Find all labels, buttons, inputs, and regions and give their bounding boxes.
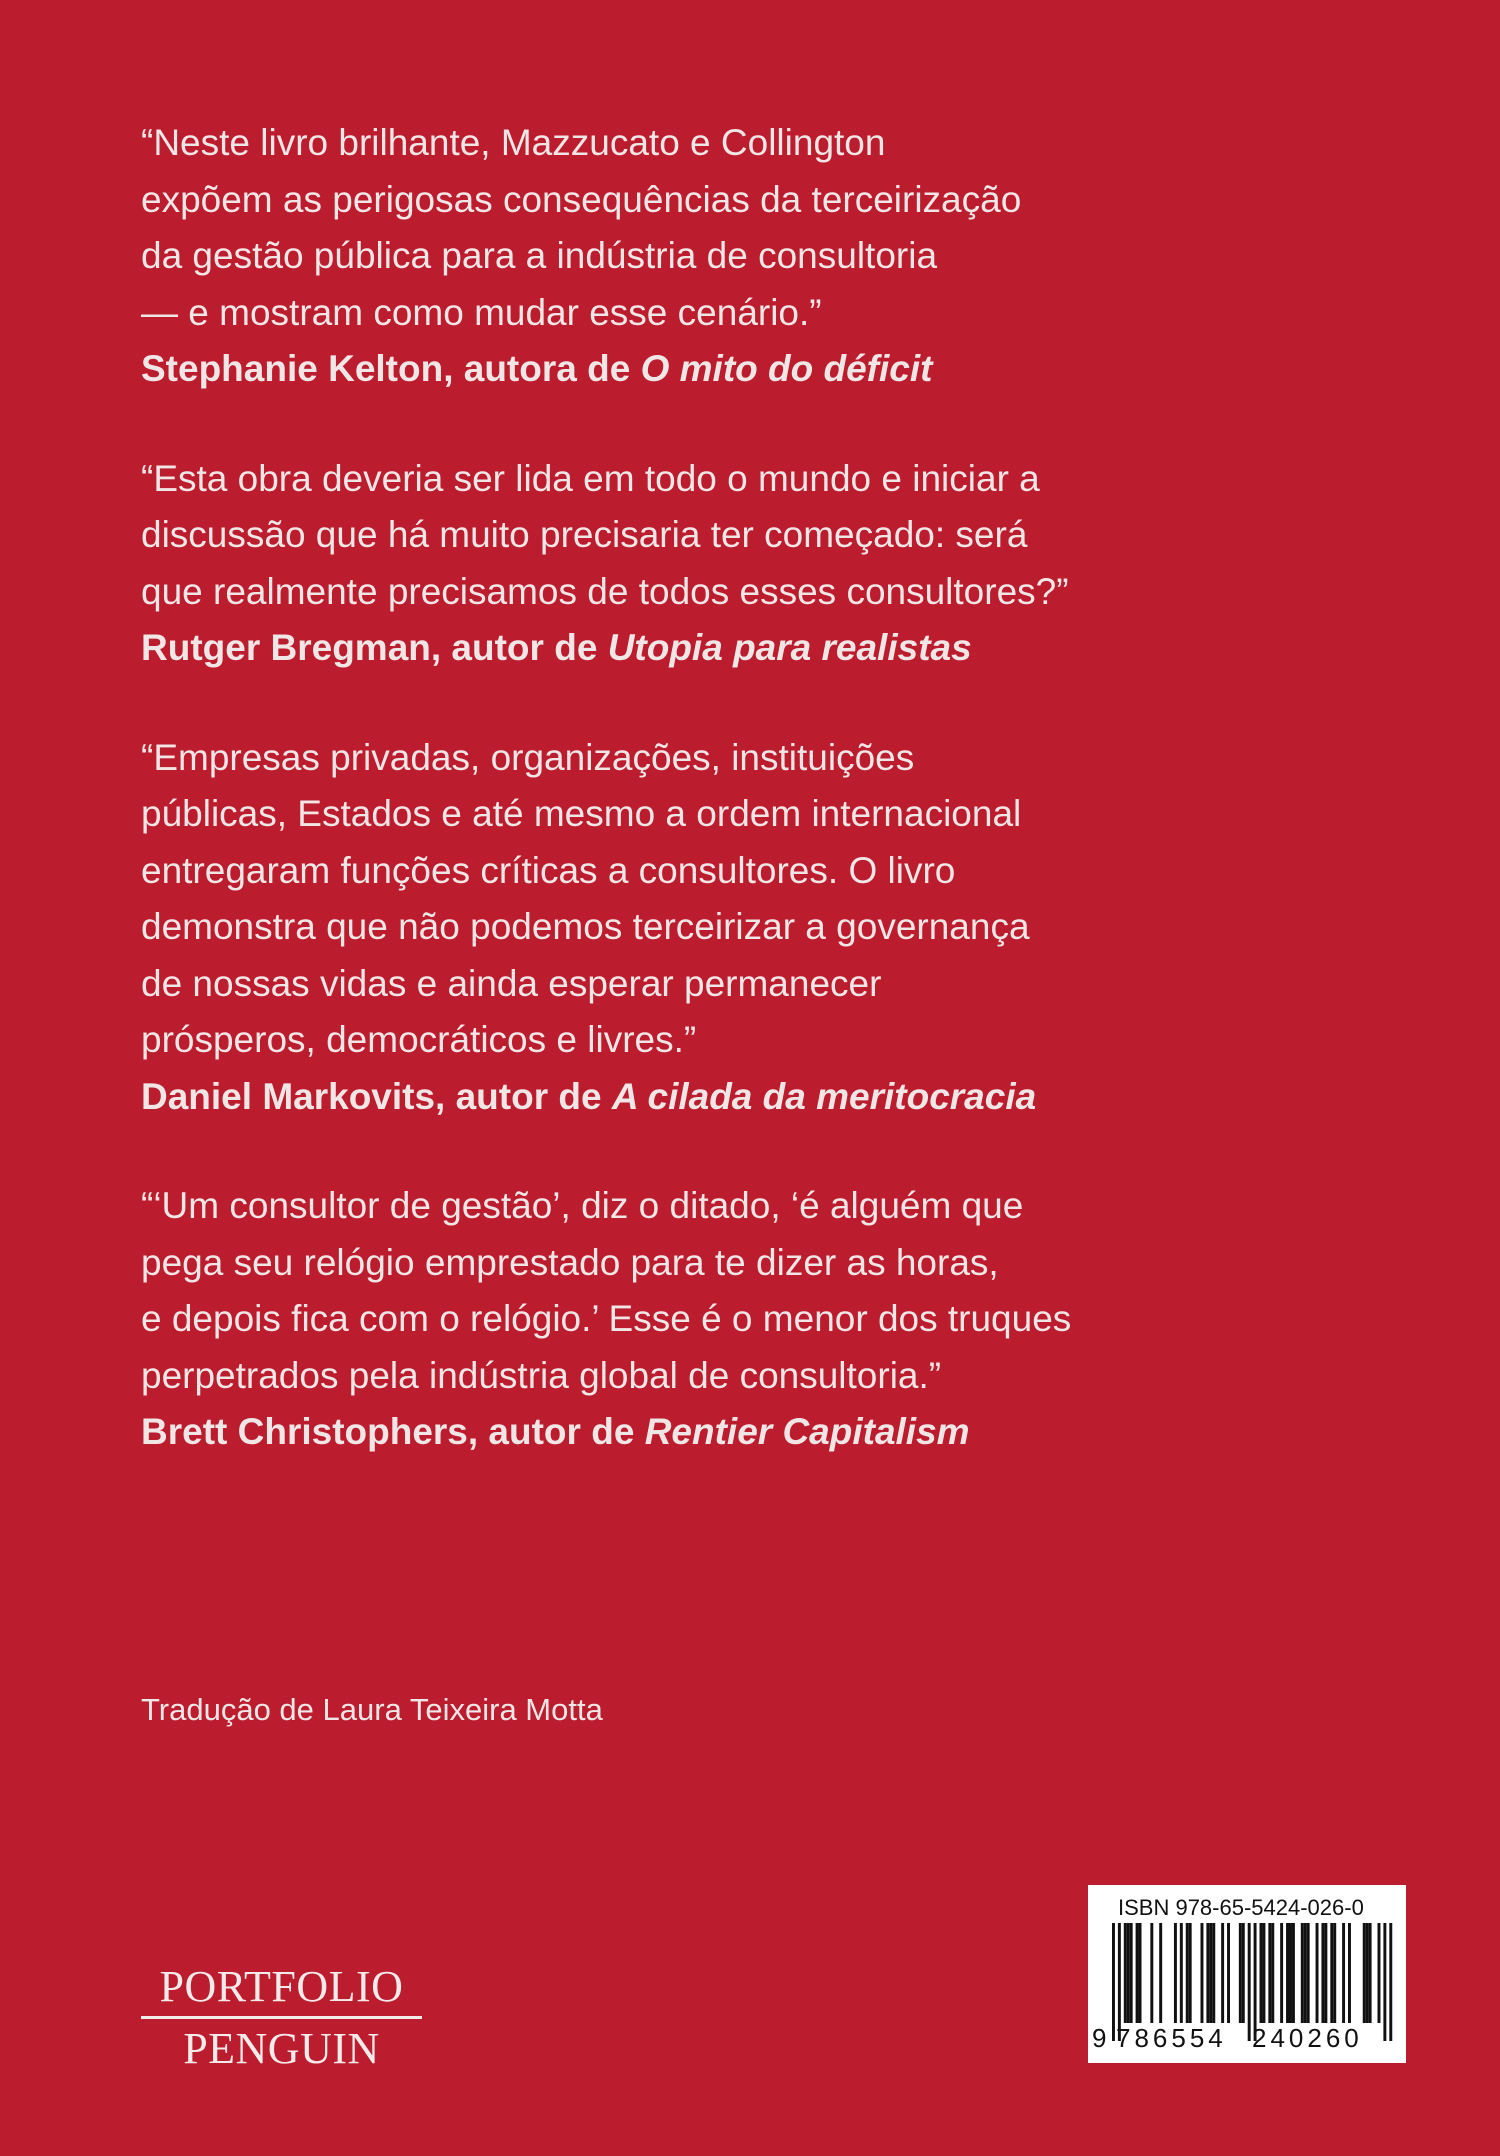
quote-line: “Esta obra deveria ser lida em todo o mundo e iniciar a xyxy=(141,457,1040,499)
attribution-author: Brett Christophers, autor de xyxy=(141,1411,645,1452)
barcode-bar xyxy=(1130,1923,1133,2023)
quote-attribution xyxy=(141,1069,1161,1126)
barcode-bar xyxy=(1127,1923,1130,2023)
barcode-bar xyxy=(1212,1923,1215,2023)
isbn-barcode xyxy=(1088,1885,1406,2063)
barcode-bar xyxy=(1321,1923,1324,2023)
barcode-bar xyxy=(1366,1923,1369,2023)
barcode-right-group: 240260 xyxy=(1252,2023,1363,2053)
publisher-divider xyxy=(141,2016,422,2019)
quote-line: “Empresas privadas, organizações, instituições xyxy=(141,736,915,778)
barcode-bar xyxy=(1330,1923,1333,2023)
quote-block xyxy=(141,115,1161,398)
barcode-bar xyxy=(1271,1923,1274,2023)
barcode-bar xyxy=(1280,1923,1283,2023)
barcode-bar xyxy=(1342,1923,1345,2023)
attribution-work-title: A cilada da meritocracia xyxy=(611,1075,1037,1117)
barcode-bar xyxy=(1268,1923,1271,2023)
quote-line: entregaram funções críticas a consultores. O livro xyxy=(141,849,956,891)
isbn-label: ISBN 978-65-5424-026-0 xyxy=(1118,1895,1364,1920)
quote-line: discussão que há muito precisaria ter começado: será xyxy=(141,514,1028,555)
attribution-work-title: O mito do déficit xyxy=(640,348,933,389)
quote-line: “Neste livro brilhante, Mazzucato e Collington xyxy=(141,122,886,163)
quote-line: “‘Um consultor de gestão’, diz o ditado, ‘é alguém que xyxy=(141,1185,1024,1226)
quote-line: expõem as perigosas consequências da terceirização xyxy=(141,178,1022,220)
barcode-bar xyxy=(1363,1923,1366,2023)
translation-credit: Tradução de Laura Teixeira Motta xyxy=(141,1692,603,1727)
barcode-bar xyxy=(1139,1923,1142,2023)
barcode-bar xyxy=(1348,1923,1351,2023)
barcode-bar xyxy=(1174,1923,1177,2023)
quote-line: demonstra que não podemos terceirizar a governança xyxy=(141,906,1030,947)
barcode-bar xyxy=(1189,1923,1192,2023)
attribution-author: Daniel Markovits, autor de xyxy=(141,1075,612,1117)
quote-line: — e mostram como mudar esse cenário.” xyxy=(141,291,822,333)
attribution-author: Stephanie Kelton, autora de xyxy=(141,348,641,389)
publisher-logo xyxy=(141,1960,422,2075)
quote-line: e depois fica com o relógio.’ Esse é o menor dos truques xyxy=(141,1298,1072,1339)
barcode-bar xyxy=(1378,1923,1381,2023)
barcode-bar xyxy=(1289,1923,1292,2023)
quote-line: da gestão pública para a indústria de consultoria xyxy=(141,235,938,276)
quote-attribution xyxy=(141,341,1161,398)
barcode-leading-digit: 9 xyxy=(1092,2023,1107,2053)
barcode-bar xyxy=(1286,1923,1289,2023)
barcode-bar xyxy=(1304,1923,1307,2023)
quote-block xyxy=(141,451,1161,677)
barcode-digits xyxy=(1088,2023,1406,2053)
barcode-bar xyxy=(1239,1923,1242,2023)
barcode-bar xyxy=(1209,1923,1212,2023)
barcode-bar xyxy=(1242,1923,1245,2023)
barcode-bar xyxy=(1262,1923,1265,2023)
barcode-bar xyxy=(1150,1923,1153,2023)
barcode-bar xyxy=(1307,1923,1310,2023)
barcode-bar xyxy=(1333,1923,1336,2023)
barcode-bar xyxy=(1324,1923,1327,2023)
barcode-bar xyxy=(1124,1923,1127,2023)
quote-attribution xyxy=(141,1404,1161,1461)
barcode-bar xyxy=(1292,1923,1295,2023)
barcode-bar xyxy=(1136,1923,1139,2023)
endorsements xyxy=(141,115,1161,1514)
barcode-bar xyxy=(1206,1923,1209,2023)
barcode-bar xyxy=(1186,1923,1189,2023)
barcode-bar xyxy=(1301,1923,1304,2023)
quote-line: que realmente precisamos de todos esses consultores?” xyxy=(141,570,1069,612)
barcode-bar xyxy=(1260,1923,1263,2023)
barcode-bar xyxy=(1180,1923,1183,2023)
quote-block xyxy=(141,730,1161,1126)
barcode-bar xyxy=(1159,1923,1162,2023)
quote-line: de nossas vidas e ainda esperar permanecer xyxy=(141,962,882,1004)
barcode-bar xyxy=(1221,1923,1224,2023)
barcode-bar xyxy=(1369,1923,1372,2023)
attribution-author: Rutger Bregman, autor de xyxy=(141,627,608,668)
quote-line: pega seu relógio emprestado para te dizer as horas, xyxy=(141,1241,999,1283)
quote-line: prósperos, democráticos e livres.” xyxy=(141,1019,697,1060)
barcode-bar xyxy=(1316,1923,1319,2023)
barcode-bar xyxy=(1201,1923,1204,2023)
attribution-work-title: Rentier Capitalism xyxy=(644,1411,970,1452)
quote-line: públicas, Estados e até mesmo a ordem internacional xyxy=(141,793,1022,834)
publisher-name-penguin: PENGUIN xyxy=(183,2024,380,2073)
quote-attribution xyxy=(141,620,1161,677)
quote-line: perpetrados pela indústria global de consultoria.” xyxy=(141,1354,942,1396)
barcode-bar xyxy=(1227,1923,1230,2023)
attribution-work-title: Utopia para realistas xyxy=(607,627,972,668)
publisher-name-portfolio: PORTFOLIO xyxy=(159,1962,404,2011)
barcode-left-group: 786554 xyxy=(1116,2023,1227,2053)
quote-block xyxy=(141,1178,1161,1461)
